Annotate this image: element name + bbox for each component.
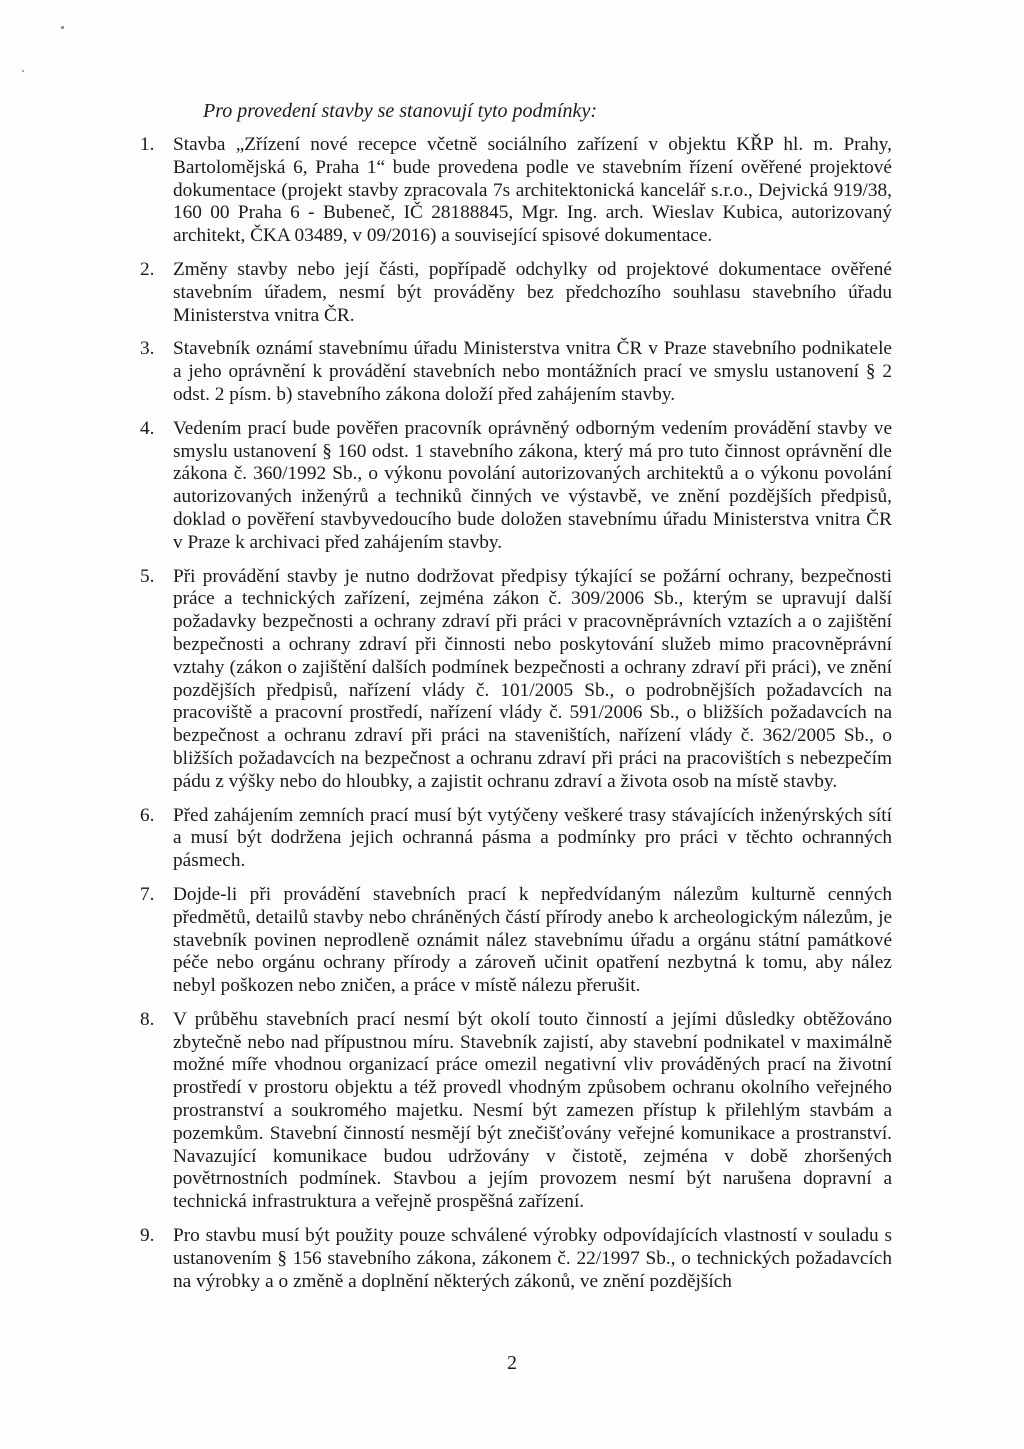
condition-number: 5.	[140, 565, 155, 587]
condition-number: 6.	[140, 804, 155, 826]
condition-text: Stavba „Zřízení nové recepce včetně sociálního zařízení v objektu KŘP hl. m. Prahy, Bartolomějská 6, Praha 1“ bude provedena podle ve stavebním řízení ověřené projektové dokumentace (projekt stavby zpracovala 7s architektonická kancelář s.r.o., Dejvická 919/38, 160 00 Praha 6 - Bubeneč, IČ 28188845, Mgr. Ing. arch. Wieslav Kubica, autorizovaný architekt, ČKA 03489, v 09/2016) a související spisové dokumentace.	[173, 134, 892, 247]
scan-speck	[22, 70, 24, 72]
condition-number: 4.	[140, 417, 155, 439]
condition-item	[140, 805, 892, 873]
scan-speck	[61, 26, 64, 29]
condition-number: 3.	[140, 338, 155, 360]
condition-item	[140, 1009, 892, 1214]
conditions-list	[140, 134, 892, 1304]
condition-text: Před zahájením zemních prací musí být vytýčeny veškeré trasy stávajících inženýrských sítí a musí být dodržena jejich ochranná pásma a podmínky pro práci v těchto ochranných pásmech.	[173, 804, 892, 872]
conditions-heading: Pro provedení stavby se stanovují tyto podmínky:	[203, 100, 597, 122]
condition-number: 7.	[140, 883, 155, 905]
condition-text: Vedením prací bude pověřen pracovník oprávněný odborným vedením provádění stavby ve smyslu ustanovení § 160 odst. 1 stavebního zákona, který má pro tuto činnost oprávnění dle zákona č. 360/1992 Sb., o výkonu povolání autorizovaných architektů a o výkonu povolání autorizovaných inženýrů a techniků činných ve výstavbě, ve znění pozdějších předpisů, doklad o pověření stavbyvedoucího bude doložen stavebnímu úřadu Ministerstva vnitra ČR v Praze k archivaci před zahájením stavby.	[173, 417, 892, 553]
condition-item	[140, 418, 892, 555]
condition-number: 8.	[140, 1008, 155, 1030]
page-number: 2	[507, 1352, 517, 1374]
condition-item	[140, 259, 892, 327]
condition-text: Pro stavbu musí být použity pouze schválené výrobky odpovídajících vlastností v souladu s ustanovením § 156 stavebního zákona, zákonem č. 22/1997 Sb., o technických požadavcích na výrobky a o změně a doplnění některých zákonů, ve znění pozdějších	[173, 1225, 892, 1292]
condition-text: Stavebník oznámí stavebnímu úřadu Ministerstva vnitra ČR v Praze stavebního podnikatele a jeho oprávnění k provádění stavebních nebo montážních prací ve smyslu ustanovení § 2 odst. 2 písm. b) stavebního zákona doloží před zahájením stavby.	[173, 338, 892, 405]
condition-text: Při provádění stavby je nutno dodržovat předpisy týkající se požární ochrany, bezpečnosti práce a technických zařízení, zejména zákon č. 309/2006 Sb., kterým se upravují další požadavky bezpečnosti a ochrany zdraví při práci v pracovněprávních vztazích a o zajištění bezpečnosti a ochrany zdraví při činnosti nebo poskytování služeb mimo pracovněprávní vztahy (zákon o zajištění dalších podmínek bezpečnosti a ochrany zdraví při práci), ve znění pozdějších předpisů, nařízení vlády č. 101/2005 Sb., o podrobnějších požadavcích na pracoviště a pracovní prostředí, nařízení vlády č. 591/2006 Sb., o bližších požadavcích na bezpečnost a ochranu zdraví při práci na staveništích, nařízení vlády č. 362/2005 Sb., o bližších požadavcích na bezpečnost a ochranu zdraví při práci na pracovištích s nebezpečím pádu z výšky nebo do hloubky, a zajistit ochranu zdraví a života osob na místě stavby.	[173, 565, 892, 792]
condition-item	[140, 1225, 892, 1293]
condition-number: 1.	[140, 134, 155, 155]
condition-item	[140, 338, 892, 406]
condition-text: V průběhu stavebních prací nesmí být okolí touto činností a jejími důsledky obtěžováno zbytečně nebo nad přípustnou míru. Stavebník zajistí, aby stavební podnikatel v maximálně možné míře vhodnou organizací práce omezil negativní vliv prováděných prací na životní prostředí v prostoru objektu a též provedl vhodným způsobem ochranu okolního veřejného prostranství a soukromého majetku. Nesmí být zamezen přístup k přilehlým stavbám a pozemkům. Stavební činností nesmějí být znečišťovány veřejné komunikace a prostranství. Navazující komunikace budou udržovány v čistotě, zejména v době zhoršených povětrnostních podmínek. Stavbou a jejím provozem nesmí být narušena dopravní a technická infrastruktura a veřejně prospěšná zařízení.	[173, 1008, 892, 1213]
condition-number: 2.	[140, 258, 155, 280]
condition-text: Dojde-li při provádění stavebních prací k nepředvídaným nálezům kulturně cenných předmětů, detailů stavby nebo chráněných částí přírody anebo k archeologickým nálezům, je stavebník povinen neprodleně oznámit nález stavebnímu úřadu a orgánu státní památkové péče nebo orgánu ochrany přírody a zároveň učinit opatření nezbytná k tomu, aby nález nebyl poškozen nebo zničen, a práce v místě nálezu přerušit.	[173, 883, 892, 997]
condition-item	[140, 884, 892, 998]
condition-item	[140, 134, 892, 248]
condition-text: Změny stavby nebo její části, popřípadě odchylky od projektové dokumentace ověřené stavebním úřadem, nesmí být prováděny bez předchozího souhlasu stavebního úřadu Ministerstva vnitra ČR.	[173, 258, 892, 326]
condition-item	[140, 566, 892, 794]
condition-number: 9.	[140, 1225, 155, 1247]
